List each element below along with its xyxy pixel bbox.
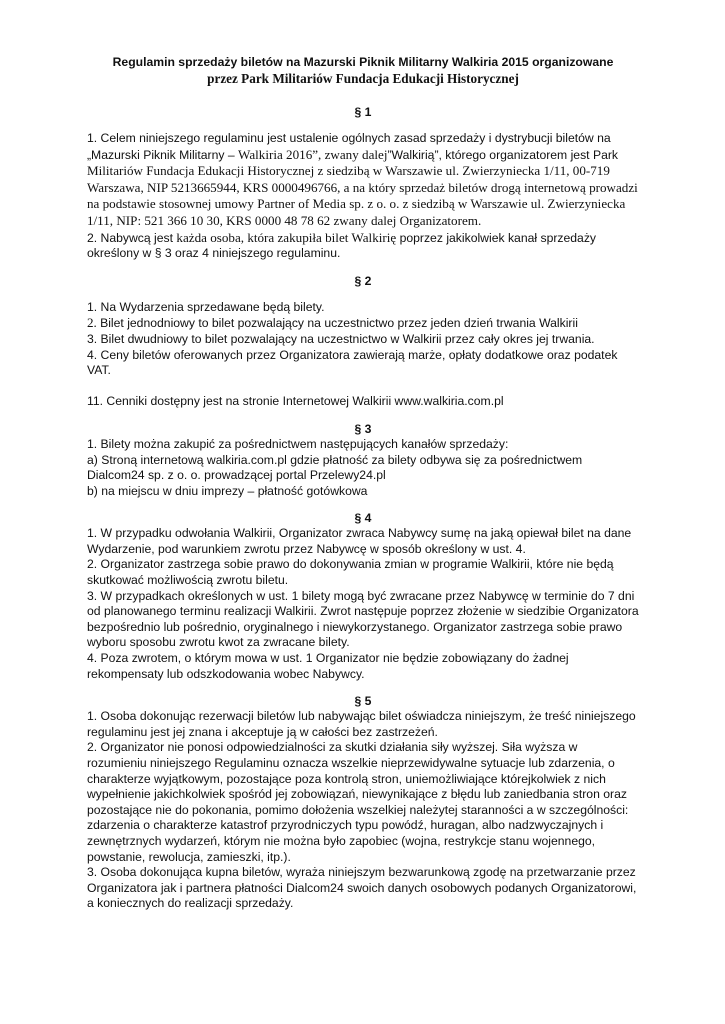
section-2-item-1: 1. Na Wydarzenia sprzedawane będą bilety. bbox=[87, 299, 325, 314]
section-1-heading: § 1 bbox=[354, 105, 372, 119]
section-5-item-1: 1. Osoba dokonując rezerwacji biletów lub nabywając bilet oświadcza niniejszym, że treść niniejszego regulaminu jest jej znana i akceptuje ją w całości bez zastrzeżeń. bbox=[87, 709, 636, 739]
section-4-heading: § 4 bbox=[354, 511, 372, 526]
document-title bbox=[87, 54, 639, 87]
section-3-heading: § 3 bbox=[354, 421, 372, 436]
section-5-heading: § 5 bbox=[354, 694, 372, 709]
title-line-1: Regulamin sprzedaży biletów na Mazurski Piknik Militarny Walkiria 2015 organizowane bbox=[112, 55, 614, 69]
section-2-item-4: 4. Ceny biletów oferowanych przez Organizatora zawierają marże, opłaty dodatkowe oraz podatek VAT. bbox=[87, 347, 618, 378]
section-1-paragraph-2: 2. Nabywcą jest każda osoba, która zakupiła bilet Walkirię poprzez jakikolwiek kanał sprzedaży określony w § 3 oraz 4 niniejszego regulaminu. bbox=[87, 229, 597, 261]
section-5-item-3: 3. Osoba dokonująca kupna biletów, wyraża niniejszym bezwarunkową zgodę na przetwarzanie przez Organizatora jak i partnera płatności Dialcom24 swoich danych osobowych podanych Organizatorowi, a koniecznych do realizacji sprzedaży. bbox=[87, 865, 637, 911]
title-line-2: przez Park Militariów Fundacja Edukacji Historycznej bbox=[207, 70, 519, 86]
section-5-item-2: 2. Organizator nie ponosi odpowiedzialności za skutki działania siły wyższej. Siła wyższa w rozumieniu niniejszego Regulaminu oznacza wszelkie nieprzewidywalne sytuacje lub zdarzenia, o charakterze wyjątkowym, pozostające poza kontrolą stron, uniemożliwiające którejkolwiek z nich wypełnienie jakichkolwiek spośród jej zobowiązań, niewynikające z błędu lub zaniedbania stron oraz pozostające nie do pokonania, pomimo dołożenia wszelkiej należytej staranności a w szczególności: zdarzenia o charakterze katastrof przyrodniczych typu powódź, huragan, albo nadzwyczajnych i zewnętrznych wydarzeń, którym nie można było zapobiec (wojna, restrykcje stanu wojennego, powstanie, rewolucja, zamieszki, itp.). bbox=[87, 740, 629, 864]
section-3-item-b: b) na miejscu w dniu imprezy – płatność gotówkowa bbox=[87, 483, 368, 498]
section-4-item-2: 2. Organizator zastrzega sobie prawo do dokonywania zmian w programie Walkirii, które nie będą skutkować możliwością zwrotu biletu. bbox=[87, 557, 614, 588]
section-2-item-11: 11. Cenniki dostępny jest na stronie Internetowej Walkirii www.walkiria.com.pl bbox=[87, 394, 504, 409]
section-3-item-a: a) Stroną internetową walkiria.com.pl gdzie płatność za bilety odbywa się za pośrednictwem Dialcom24 sp. z o. o. prowadzącej portal Przelewy24.pl bbox=[87, 452, 583, 483]
section-2-heading: § 2 bbox=[354, 273, 372, 288]
section-4-item-1: 1. W przypadku odwołania Walkirii, Organizator zwraca Nabywcy sumę na jaką opiewał bilet na dane Wydarzenie, pod warunkiem zwrotu przez Nabywcę w sposób określony w ust. 4. bbox=[87, 526, 632, 556]
section-3-item-1: 1. Bilety można zakupić za pośrednictwem następujących kanałów sprzedaży: bbox=[87, 436, 509, 451]
section-2-item-3: 3. Bilet dwudniowy to bilet pozwalający na uczestnictwo w Walkirii przez cały okres jej trwania. bbox=[87, 331, 595, 346]
section-1-paragraph-1: 1. Celem niniejszego regulaminu jest ustalenie ogólnych zasad sprzedaży i dystrybucji biletów na „Mazurski Piknik Militarny – Walkiria 2016”, zwany dalej”Walkirią”, którego organizatorem jest Park Militariów Fundacja Edukacji Historycznej z siedzibą w Warszawie ul. Zwierzyniecka 1/11, 00-719 Warszawa, NIP 5213665944, KRS 0000496766, a na który sprzedaż biletów drogą internetową prowadzi na podstawie stosownej umowy Partner of Media sp. z o. o. z siedzibą w Warszawie ul. Zwierzyniecka 1/11, NIP: 521 366 10 30, KRS 0000 48 78 62 zwany dalej Organizatorem. bbox=[87, 131, 638, 228]
section-4-item-4: 4. Poza zwrotem, o którym mowa w ust. 1 Organizator nie będzie zobowiązany do żadnej rekompensaty lub odszkodowania wobec Nabywcy. bbox=[87, 651, 569, 681]
section-4-item-3: 3. W przypadkach określonych w ust. 1 bilety mogą być zwracane przez Nabywcę w terminie do 7 dni od planowanego terminu realizacji Walkirii. Zwrot następuje poprzez złożenie w siedzibie Organizatora bezpośrednio lub pośrednio, oryginalnego i niewykorzystanego. Organizator zastrzega sobie prawo wyboru sposobu zwrotu kwot za zwracane bilety. bbox=[87, 588, 639, 650]
section-2-item-2: 2. Bilet jednodniowy to bilet pozwalający na uczestnictwo przez jeden dzień trwania Walkirii bbox=[87, 315, 578, 331]
